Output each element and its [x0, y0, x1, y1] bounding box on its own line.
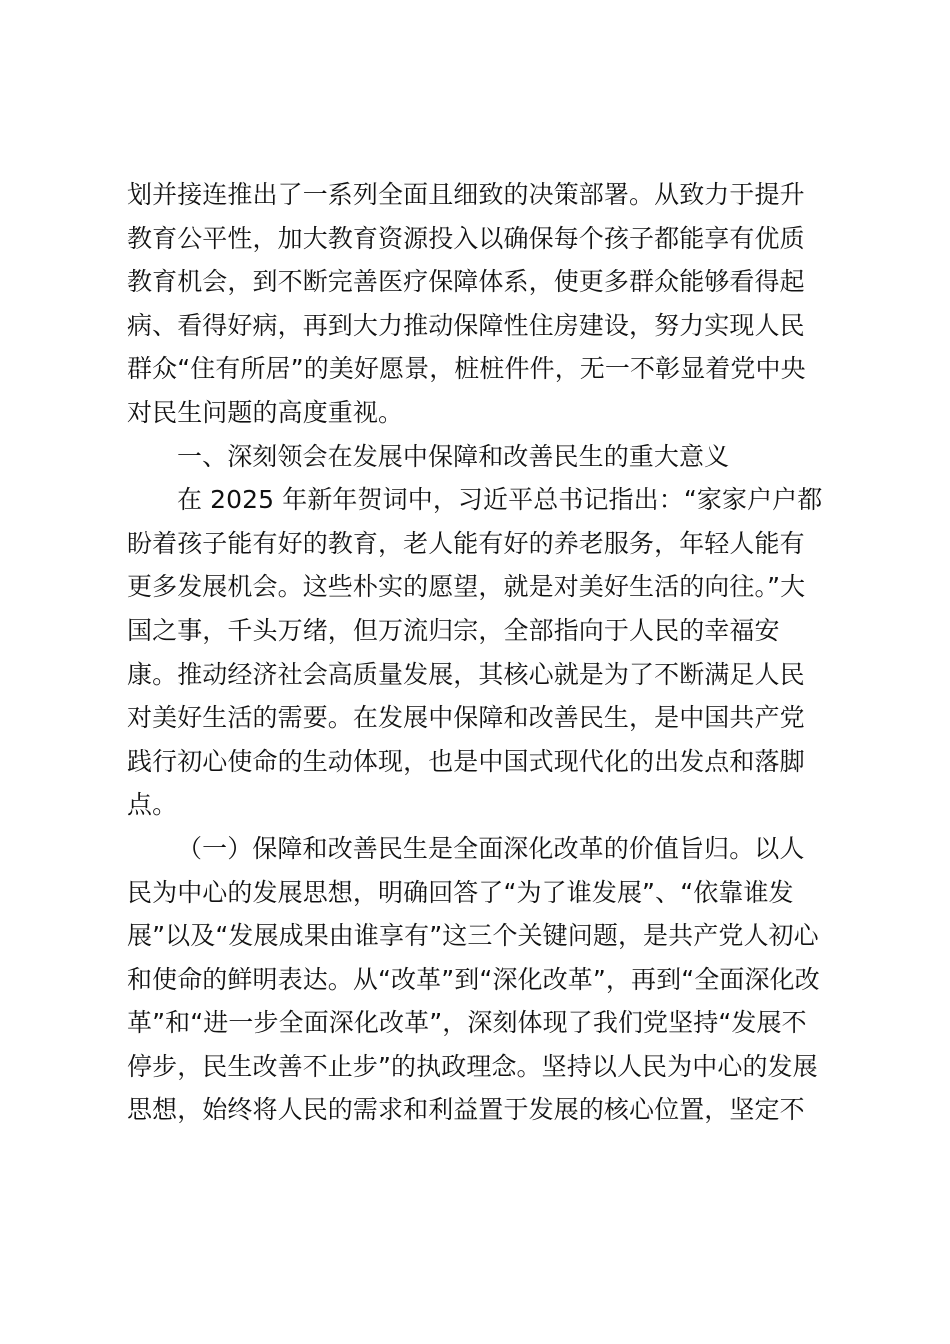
text-line: 国之事，千头万绪，但万流归宗，全部指向于人民的幸福安	[127, 615, 780, 645]
text-line: 革”和“进一步全面深化改革”，深刻体现了我们党坚持“发展不	[127, 1008, 807, 1038]
text-line: 对民生问题的高度重视。	[127, 397, 404, 427]
text-line: 停步，民生改善不止步”的执政理念。坚持以人民为中心的发展	[127, 1051, 818, 1081]
text-line: 在 2025 年新年贺词中，习近平总书记指出：“家家户户都	[177, 485, 823, 515]
text-line: 盼着孩子能有好的教育，老人能有好的养老服务，年轻人能有	[127, 528, 805, 558]
text-line: 教育公平性，加大教育资源投入以确保每个孩子都能享有优质	[127, 223, 805, 253]
text-line: 和使命的鲜明表达。从“改革”到“深化改革”，再到“全面深化改	[127, 964, 820, 994]
text-line: 对美好生活的需要。在发展中保障和改善民生，是中国共产党	[127, 703, 805, 733]
text-line: 病、看得好病，再到大力推动保障性住房建设，努力实现人民	[127, 310, 805, 340]
text-line: 划并接连推出了一系列全面且细致的决策部署。从致力于提升	[127, 180, 805, 209]
text-line: 更多发展机会。这些朴实的愿望，就是对美好生活的向往。”大	[127, 572, 806, 602]
section-heading: 一、深刻领会在发展中保障和改善民生的重大意义	[177, 441, 730, 471]
text-line: 思想，始终将人民的需求和利益置于发展的核心位置，坚定不	[127, 1095, 805, 1125]
text-line: 教育机会，到不断完善医疗保障体系，使更多群众能够看得起	[127, 267, 805, 297]
body-text	[127, 173, 827, 1132]
text-line: 群众“住有所居”的美好愿景，桩桩件件，无一不彰显着党中央	[127, 354, 806, 384]
subsection-line: （一）保障和改善民生是全面深化改革的价值旨归。以人	[177, 833, 805, 863]
text-line: 康。推动经济社会高质量发展，其核心就是为了不断满足人民	[127, 659, 805, 689]
text-line: 点。	[127, 790, 178, 820]
text-line: 民为中心的发展思想，明确回答了“为了谁发展”、“依靠谁发	[127, 877, 794, 907]
text-line: 践行初心使命的生动体现，也是中国式现代化的出发点和落脚	[127, 746, 805, 776]
text-line: 展”以及“发展成果由谁享有”这三个关键问题，是共产党人初心	[127, 921, 819, 951]
